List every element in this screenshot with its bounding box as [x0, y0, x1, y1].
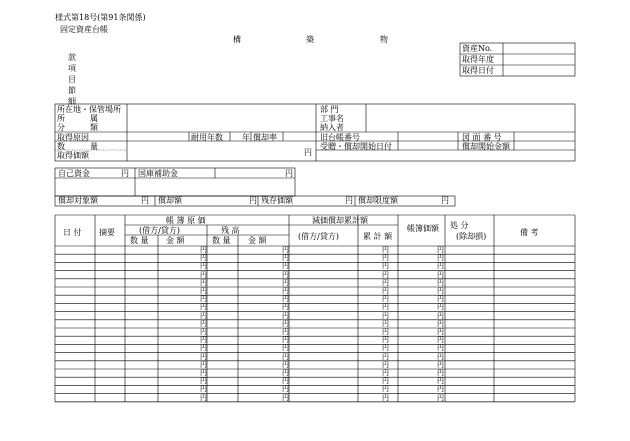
yen-unit: 円 — [382, 311, 389, 320]
dep-limit-yen: 円 — [441, 196, 449, 205]
year-unit: 年 — [242, 133, 250, 142]
book-cost-dc-label: (借方/貸方) — [139, 226, 180, 235]
yen-unit: 円 — [200, 319, 207, 328]
belongs-label-b: 属 — [90, 114, 98, 123]
acq-price-yen: 円 — [304, 148, 312, 157]
item-setsu: 節 — [68, 86, 76, 95]
yen-unit: 円 — [382, 344, 389, 353]
yen-unit: 円 — [200, 270, 207, 279]
yen-unit: 円 — [382, 295, 389, 304]
yen-unit: 円 — [382, 385, 389, 394]
dep-limit-label: 償却限度額 — [358, 196, 398, 205]
class-label-b: 類 — [90, 123, 98, 132]
dep-target-label: 償却対象額 — [58, 196, 98, 205]
dep-amount-label: 償却額 — [158, 196, 182, 205]
yen-unit: 円 — [437, 303, 444, 312]
item-moku: 目 — [68, 75, 76, 84]
dep-amount-yen: 円 — [249, 196, 257, 205]
yen-unit: 円 — [382, 270, 389, 279]
yen-unit: 円 — [282, 344, 289, 353]
acq-reason-label: 取得原因 — [57, 133, 89, 142]
yen-unit: 円 — [382, 287, 389, 295]
yen-unit: 円 — [437, 262, 444, 271]
amount-col-2: 金 額 — [248, 236, 267, 245]
item-kan: 款 — [68, 53, 76, 62]
yen-unit: 円 — [200, 278, 207, 287]
subsidy-label: 国庫補助金 — [138, 169, 178, 178]
yen-unit: 円 — [200, 377, 207, 386]
accum-total-label: 累 計 額 — [363, 232, 393, 241]
supplier-label: 納入者 — [320, 123, 344, 132]
yen-unit: 円 — [382, 393, 389, 402]
yen-unit: 円 — [200, 344, 207, 353]
yen-unit: 円 — [382, 369, 389, 377]
yen-unit: 円 — [382, 319, 389, 328]
yen-unit: 円 — [200, 385, 207, 394]
useful-life-label: 耐用年数 — [191, 133, 223, 142]
asset-no-label: 資産No. — [462, 44, 493, 53]
yen-unit: 円 — [282, 393, 289, 402]
yen-unit: 円 — [282, 303, 289, 312]
yen-unit: 円 — [200, 303, 207, 312]
yen-unit: 円 — [200, 328, 207, 336]
yen-unit: 円 — [200, 336, 207, 345]
book-cost-label: 帳 簿 原 価 — [166, 216, 206, 225]
ledger-summary-label: 摘要 — [99, 228, 115, 237]
yen-unit: 円 — [282, 246, 289, 254]
yen-unit: 円 — [437, 246, 444, 254]
own-funds-yen: 円 — [121, 169, 129, 178]
yen-unit: 円 — [437, 319, 444, 328]
yen-unit: 円 — [282, 262, 289, 271]
yen-unit: 円 — [437, 393, 444, 402]
yen-unit: 円 — [200, 246, 207, 254]
yen-unit: 円 — [382, 246, 389, 254]
yen-unit: 円 — [282, 311, 289, 320]
yen-unit: 円 — [382, 336, 389, 345]
yen-unit: 円 — [437, 328, 444, 336]
residual-label: 残存価額 — [261, 196, 293, 205]
yen-unit: 円 — [437, 270, 444, 279]
book-cost-balance-label: 残 高 — [221, 226, 240, 235]
yen-unit: 円 — [382, 278, 389, 287]
yen-unit: 円 — [200, 352, 207, 361]
item-kou: 項 — [68, 64, 76, 73]
form-title: 固定資産台帳 — [60, 25, 108, 34]
yen-unit: 円 — [200, 369, 207, 377]
drawing-no-label: 図 面 番 号 — [462, 133, 502, 142]
yen-unit: 円 — [437, 278, 444, 287]
qty-col-2: 数 量 — [212, 236, 231, 245]
dep-target-yen: 円 — [141, 196, 149, 205]
yen-unit: 円 — [437, 369, 444, 377]
work-name-label: 工事名 — [320, 114, 344, 123]
yen-unit: 円 — [437, 344, 444, 353]
yen-unit: 円 — [437, 360, 444, 369]
dep-start-amount-label: 償却開始金額 — [462, 142, 510, 151]
yen-unit: 円 — [282, 270, 289, 279]
yen-unit: 円 — [382, 303, 389, 312]
book-value-label: 帳簿価額 — [407, 224, 439, 233]
asset-kind-1: 構 — [233, 35, 241, 44]
yen-unit: 円 — [382, 328, 389, 336]
yen-unit: 円 — [282, 369, 289, 377]
asset-kind-2: 築 — [306, 35, 314, 44]
yen-unit: 円 — [282, 287, 289, 295]
yen-unit: 円 — [382, 254, 389, 263]
residual-yen: 円 — [345, 196, 353, 205]
acq-price-label: 取得価額 — [57, 151, 89, 160]
yen-unit: 円 — [437, 352, 444, 361]
class-label-a: 分 — [57, 123, 65, 132]
yen-unit: 円 — [437, 311, 444, 320]
old-ledger-label: 旧台帳番号 — [320, 133, 360, 142]
remarks-label: 備 考 — [520, 228, 539, 237]
item-sai: 細 — [68, 97, 76, 106]
yen-unit: 円 — [437, 336, 444, 345]
dep-rate-label: 償却率 — [253, 133, 277, 142]
own-funds-label: 自己資金 — [58, 169, 90, 178]
yen-unit: 円 — [200, 287, 207, 295]
yen-unit: 円 — [282, 385, 289, 394]
yen-unit: 円 — [200, 254, 207, 263]
asset-kind-3: 物 — [380, 35, 388, 44]
yen-unit: 円 — [282, 336, 289, 345]
yen-unit: 円 — [200, 360, 207, 369]
yen-unit: 円 — [200, 393, 207, 402]
acquisition-date-label: 取得日付 — [462, 66, 494, 75]
yen-unit: 円 — [282, 278, 289, 287]
yen-unit: 円 — [437, 254, 444, 263]
yen-unit: 円 — [382, 360, 389, 369]
yen-unit: 円 — [382, 262, 389, 271]
accum-dep-label: 減価償却累計額 — [312, 216, 368, 225]
yen-unit: 円 — [437, 287, 444, 295]
yen-unit: 円 — [437, 377, 444, 386]
acquisition-year-label: 取得年度 — [462, 55, 494, 64]
yen-unit: 円 — [282, 360, 289, 369]
disposal-loss-label: (除却損) — [456, 232, 487, 241]
subsidy-yen: 円 — [285, 169, 293, 178]
yen-unit: 円 — [200, 295, 207, 304]
yen-unit: 円 — [282, 319, 289, 328]
yen-unit: 円 — [282, 254, 289, 263]
yen-unit: 円 — [200, 262, 207, 271]
yen-unit: 円 — [200, 311, 207, 320]
belongs-label-a: 所 — [57, 114, 65, 123]
form-number: 様式第18号(第91条関係) — [55, 13, 146, 22]
yen-unit: 円 — [282, 295, 289, 304]
transfer-start-label: 受贈・償却開始日付 — [320, 142, 392, 151]
ledger-date-label: 日 付 — [63, 228, 82, 237]
yen-unit: 円 — [282, 352, 289, 361]
dept-label: 部 門 — [320, 105, 339, 114]
qty-label-b: 量 — [90, 142, 98, 151]
qty-label-a: 数 — [57, 142, 65, 151]
yen-unit: 円 — [437, 385, 444, 394]
accum-dc-label: (借方/貸方) — [298, 232, 339, 241]
yen-unit: 円 — [282, 377, 289, 386]
yen-unit: 円 — [437, 295, 444, 304]
qty-col-1: 数 量 — [130, 236, 149, 245]
amount-col-1: 金 額 — [166, 236, 185, 245]
yen-unit: 円 — [282, 328, 289, 336]
location-label: 所在地・保管場所 — [57, 105, 121, 114]
yen-unit: 円 — [382, 377, 389, 386]
disposal-label: 処 分 — [450, 221, 469, 230]
yen-unit: 円 — [382, 352, 389, 361]
